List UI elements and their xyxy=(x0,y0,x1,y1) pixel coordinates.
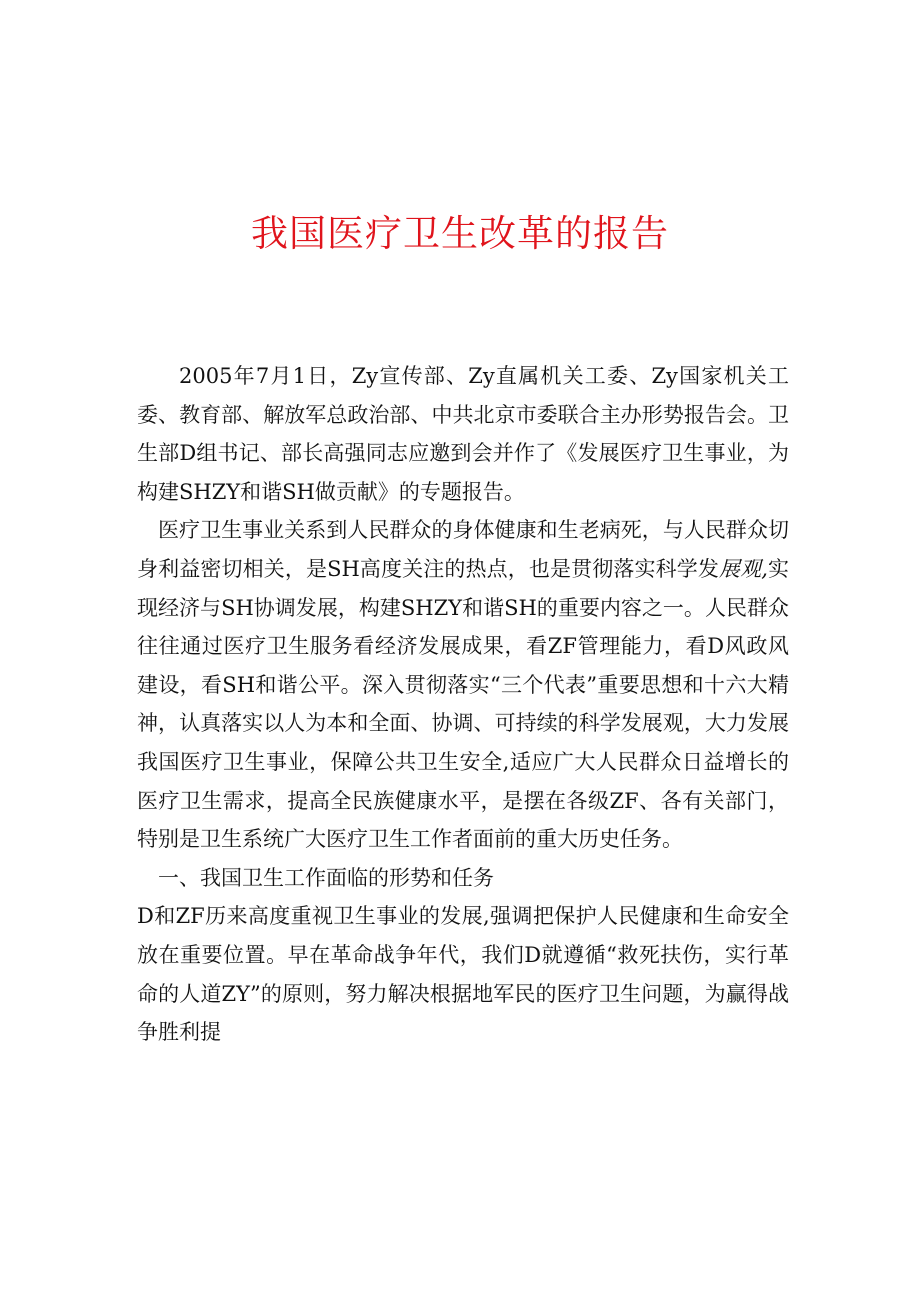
paragraph-history: D和ZF历来高度重视卫生事业的发展,强调把保护人民健康和生命安全放在重要位置。早在革命战争年代，我们D就遵循“救死扶伤，实行革命的人道ZY”的原则，努力解决根据地军民的医疗卫生问题，为赢得战争胜利提 xyxy=(137,904,789,1045)
paragraph-intro: 2005年7月1日，Zy宣传部、Zy直属机关工委、Zy国家机关工委、教育部、解放军总政治部、中共北京市委联合主办形势报告会。卫生部D组书记、部长高强同志应邀到会并作了《发展医疗卫生事业，为构建SHZY和谐SH做贡献》的专题报告。 xyxy=(137,364,789,504)
section-heading-1: 一、我国卫生工作面临的形势和任务 xyxy=(158,865,494,890)
paragraph-significance-text-a: 医疗卫生事业关系到人民群众的身体健康和生老病死，与人民群众切身利益密切相关，是SH高度关注的热点，也是贯彻落实科学发 xyxy=(137,518,789,581)
paragraph-significance-text-b: 实现经济与SH协调发展，构建SHZY和谐SH的重要内容之一。人民群众往往通过医疗卫生服务看经济发展成果，看ZF管理能力，看D风政风建设，看SH和谐公平。深入贯彻落实“三个代表”重要思想和十六大精神，认真落实以人为本和全面、协调、可持续的科学发展观，大力发展我国医疗卫生事业，保障公共卫生安全,适应广大人民群众日益增长的医疗卫生需求，提高全民族健康水平，是摆在各级ZF、各有关部门，特别是卫生系统广大医疗卫生工作者面前的重大历史任务。 xyxy=(137,556,789,852)
paragraph-significance-italic: 展观, xyxy=(718,556,768,581)
paragraph-significance xyxy=(137,511,789,858)
document-body xyxy=(137,357,789,1052)
document-title: 我国医疗卫生改革的报告 xyxy=(251,212,669,255)
